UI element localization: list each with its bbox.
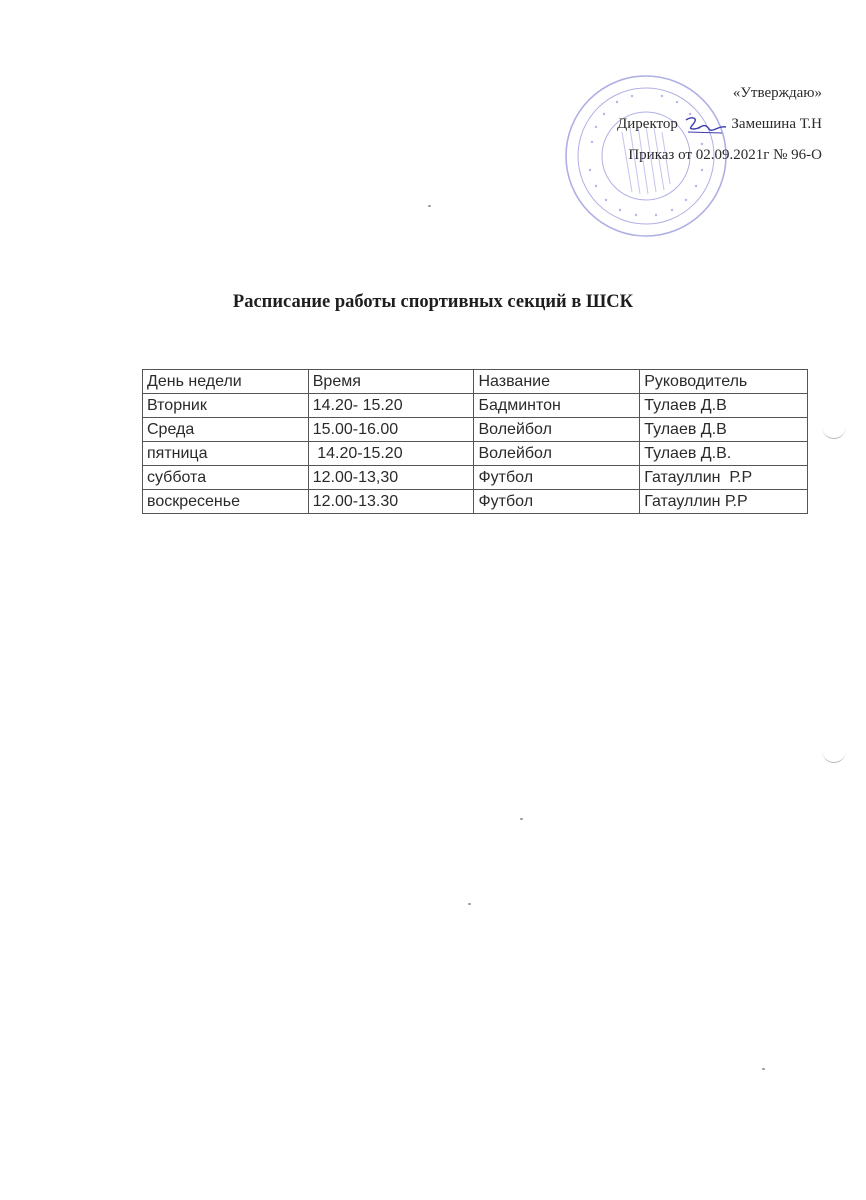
handwritten-signature xyxy=(682,114,728,136)
cell-day: суббота xyxy=(143,466,309,490)
punch-hole-mark xyxy=(822,748,846,763)
director-line xyxy=(502,109,822,140)
cell-leader: Гатауллин Р.Р xyxy=(640,466,808,490)
cell-time: 12.00-13.30 xyxy=(308,490,474,514)
cell-time: 14.20- 15.20 xyxy=(308,394,474,418)
table-row xyxy=(143,394,808,418)
document-title: Расписание работы спортивных секций в ШСК xyxy=(232,292,634,312)
table-header-row xyxy=(143,370,808,394)
scan-speck xyxy=(468,903,471,905)
cell-time: 14.20-15.20 xyxy=(308,442,474,466)
cell-leader: Тулаев Д.В xyxy=(640,394,808,418)
cell-section: Волейбол xyxy=(474,442,640,466)
director-label: Директор xyxy=(617,116,678,132)
scan-speck xyxy=(428,205,431,207)
approval-heading: «Утверждаю» xyxy=(732,85,822,101)
punch-hole-mark xyxy=(822,424,846,439)
table-row xyxy=(143,466,808,490)
cell-day: пятница xyxy=(143,442,309,466)
cell-day: Среда xyxy=(143,418,309,442)
cell-leader: Тулаев Д.В xyxy=(640,418,808,442)
scan-speck xyxy=(520,818,523,820)
header-section: Название xyxy=(474,370,640,394)
cell-day: воскресенье xyxy=(143,490,309,514)
cell-time: 12.00-13,30 xyxy=(308,466,474,490)
header-time: Время xyxy=(308,370,474,394)
cell-leader: Тулаев Д.В. xyxy=(640,442,808,466)
cell-time: 15.00-16.00 xyxy=(308,418,474,442)
header-day: День недели xyxy=(143,370,309,394)
cell-section: Бадминтон xyxy=(474,394,640,418)
cell-day: Вторник xyxy=(143,394,309,418)
schedule-table xyxy=(142,369,808,514)
table-row xyxy=(143,418,808,442)
order-reference: Приказ от 02.09.2021г № 96-О xyxy=(628,147,822,163)
header-leader: Руководитель xyxy=(640,370,808,394)
table-row xyxy=(143,442,808,466)
cell-leader: Гатауллин Р.Р xyxy=(640,490,808,514)
cell-section: Футбол xyxy=(474,490,640,514)
table-row xyxy=(143,490,808,514)
scan-speck xyxy=(762,1068,765,1070)
cell-section: Футбол xyxy=(474,466,640,490)
director-name: Замешина Т.Н xyxy=(731,116,822,132)
approval-block xyxy=(502,78,822,171)
cell-section: Волейбол xyxy=(474,418,640,442)
